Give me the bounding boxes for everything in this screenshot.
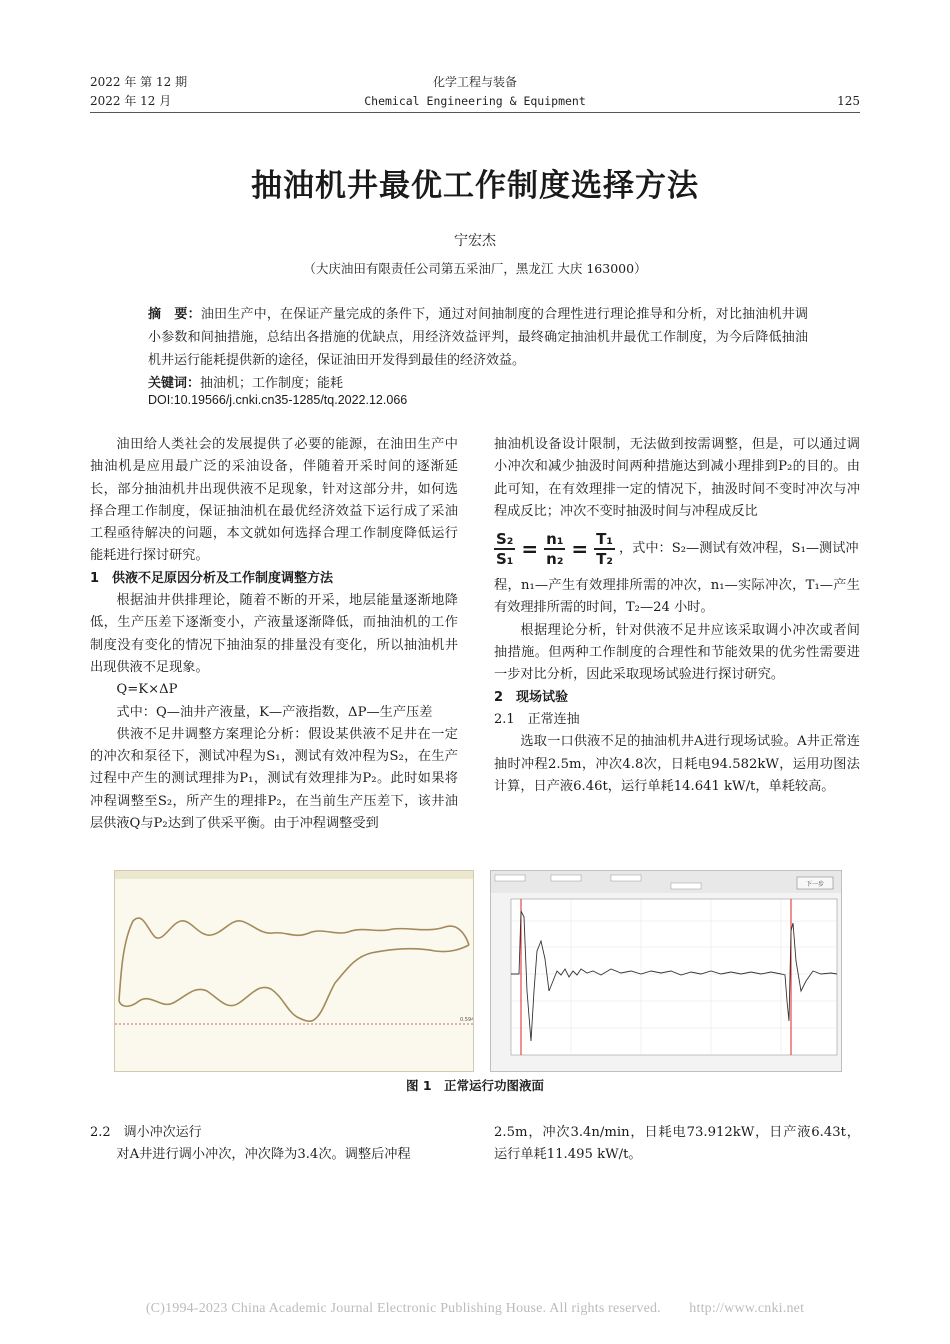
keywords-text: 抽油机；工作制度；能耗 [200,376,344,391]
section-2-2-continued: 2.5m，冲次3.4n/min，日耗电73.912kW，日产液6.43t，运行单耗11.495 kW/t。 [494,1125,860,1163]
dynamometer-card-plot [115,871,473,1071]
fraction-t [594,530,615,568]
figure-caption: 图 1 正常运行功图液面 [405,1078,545,1093]
upper-stroke-curve [119,918,469,1001]
left-column [90,434,458,835]
abstract [148,303,808,372]
issue-label: 2022 年 第 12 期 [90,75,188,89]
lower-stroke-curve [119,945,469,1021]
formula-description: 式中：Q—油井产液量，K—产液指数，ΔP—生产压差 [116,704,433,720]
right-column [494,434,860,798]
left-column-bottom [90,1122,458,1167]
keywords-label: 关键词： [148,376,201,391]
copyright-footer: (C)1994-2023 China Academic Journal Electronic Publishing House. All rights reserved. http://www.cnki.net [145,1301,805,1316]
toolbar-field[interactable] [551,875,581,881]
equation-tail: ，式中：S₂—测试有效冲程，S₁—测试冲 [618,541,859,557]
fraction-s-numerator: S₂ [496,530,514,549]
figure-fluid-level [490,870,842,1072]
section-2-1-heading: 2.1 正常连抽 [494,711,580,727]
plot-area [511,899,837,1055]
fraction-s-denominator: S₁ [496,550,514,569]
right-column-bottom [494,1122,860,1167]
section-1-paragraph-1: 根据油井供排理论，随着不断的开采，地层能量逐渐地降低，生产压差下逐渐变小，产液量逐渐降低，而抽油机的工作制度没有变化的情况下抽油泵的排量没有变化，所以抽油机井出现供液不足现象。 [90,593,458,675]
fluid-level-plot [491,871,841,1071]
keywords [148,372,343,391]
right-paragraph-2: 程，n₁—产生有效理排所需的冲次，n₁—实际冲次，T₁—产生有效理排所需的时间，T₂—24 小时。 [494,578,860,616]
intro-paragraph: 油田给人类社会的发展提供了必要的能源，在油田生产中抽油机是应用最广泛的采油设备，伴随着开采时间的逐渐延长，部分抽油机井出现供液不足现象，针对这部分井，如何选择合理工作制度，保证抽油机在最优经济效益下运行成了采油工程亟待解决的问题，本文就如何选择合理工作制度降低运行能耗进行探讨研究。 [90,437,458,564]
toolbar-field[interactable] [611,875,641,881]
equals-sign: = [521,537,539,562]
next-button[interactable] [797,877,833,889]
fraction-t-denominator: T₂ [596,550,613,569]
header-rule [90,112,860,113]
toolbar-field[interactable] [671,883,701,889]
right-paragraph-1: 抽油机设备设计限制，无法做到按需调整，但是，可以通过调小冲次和减少抽汲时间两种措施达到减小理排到P₂的目的。由此可知，在有效理排一定的情况下，抽汲时间不变时冲次与冲程成反比；冲次不变时抽汲时间与冲程成反比 [494,437,860,519]
formula-line: Q=K×ΔP [116,682,178,698]
next-button-label: 下一步 [805,881,825,888]
fraction-n-denominator: n₂ [546,550,564,569]
date-label: 2022 年 12 月 [90,94,172,108]
fraction-n-numerator: n₁ [546,530,564,549]
journal-name-en: Chemical Engineering & Equipment [364,94,586,108]
fraction-s [494,530,515,568]
section-2-1-paragraph: 选取一口供液不足的抽油机井A进行现场试验。A井正常连抽时冲程2.5m，冲次4.8次，日耗电94.582kW，运用功图法计算，日产液6.46t，运行单耗14.641 kW/t，单耗较高。 [494,734,860,794]
fraction-t-numerator: T₁ [596,530,613,549]
plot-level-label: 0.594 [460,1017,473,1023]
doi: DOI:10.19566/j.cnki.cn35-1285/tq.2022.12.066 [148,393,408,407]
plot-toolbar [491,871,841,893]
ratio-equation [494,523,860,575]
plot-titlebar [115,871,473,879]
abstract-text: 油田生产中，在保证产量完成的条件下，通过对间抽制度的合理性进行理论推导和分析，对比抽油机井调小参数和间抽措施，总结出各措施的优缺点，用经济效益评判，最终确定抽油机井最优工作制度，为今后降低抽油机井运行能耗提供新的途径，保证油田开发得到最佳的经济效益。 [148,307,808,368]
fraction-n [544,530,565,568]
figure-dynamometer-card [114,870,474,1072]
affiliation: （大庆油田有限责任公司第五采油厂，黑龙江 大庆 163000） [303,261,647,276]
section-1-heading: 1 供液不足原因分析及工作制度调整方法 [90,570,334,586]
section-1-paragraph-2: 供液不足井调整方案理论分析：假设某供液不足井在一定的冲次和泵径下，测试冲程为S₁，测试有效冲程为S₂，在生产过程中产生的测试理排为P₁，测试有效理排为P₂。此时如果将冲程调整至S₂，所产生的理排P₂，在当前生产压差下，该井油层供液Q与P₂达到了供采平衡。由于冲程调整受到 [90,726,458,832]
toolbar-field[interactable] [495,875,525,881]
author: 宁宏杰 [454,233,496,249]
journal-name-cn: 化学工程与装备 [432,75,517,89]
section-2-heading: 2 现场试验 [494,689,569,705]
page-number: 125 [837,94,860,108]
abstract-label: 摘 要： [148,307,201,322]
section-2-2-heading: 2.2 调小冲次运行 [90,1125,202,1140]
paper-title: 抽油机井最优工作制度选择方法 [251,168,699,204]
section-2-2-paragraph: 对A井进行调小冲次，冲次降为3.4次。调整后冲程 [116,1147,411,1163]
equals-sign: = [571,537,589,562]
right-paragraph-3: 根据理论分析，针对供液不足井应该采取调小冲次或者间抽措施。但两种工作制度的合理性和节能效果的优劣性需要进一步对比分析，因此采取现场试验进行探讨研究。 [494,622,860,683]
